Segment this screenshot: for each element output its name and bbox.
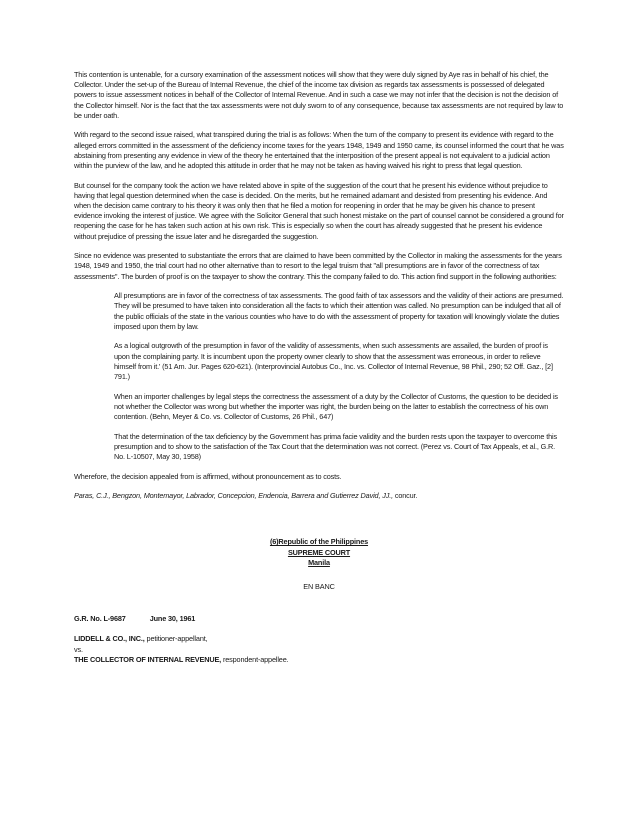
paragraph-counsel-action: But counsel for the company took the action we have related above in spite of the suggestion of the court that he present his evidence without prejudice to having that legal question determined when the case is decided. On the merits, but he remained adamant and desisted from presenting his evidence. And when the decision came contrary to his theory it was only then that he filed a motion for reopening in order that he may be given his chance to present evidence invoking the interest of justice. We agree with the Solicitor General that such honest mistake on the part of counsel cannot be considered a ground for reopening the case for he has taken such action at his own risk. This is especially so when the court has already suggested that he present his evidence without prejudice of pressing the issue later and he disregarded the suggestion. <box>74 180 564 241</box>
concurrence-line <box>74 491 564 501</box>
respondent-role: respondent-appellee. <box>221 654 289 664</box>
concur-word: concur. <box>392 491 418 501</box>
concurring-justices: Paras, C.J., Bengzon, Montemayor, Labrador, Concepcion, Endencia, Barrera and Gutierrez David, JJ., <box>74 491 393 501</box>
petitioner-name: LIDDELL & CO., INC., <box>74 634 145 644</box>
division-label: EN BANC <box>303 582 335 592</box>
decision-body <box>74 70 564 665</box>
quote-presumption: All presumptions are in favor of the correctness of tax assessments. The good faith of tax assessors and the validity of their actions are presumed. They will be presumed to have taken into consideration all the facts to which their attention was called. No presumption can be indulged that all of the public officials of the state in the various counties who have to do with the assessment of property for taxation will knowingly violate the duties imposed upon them by law. <box>114 291 564 331</box>
petitioner-line <box>74 634 564 644</box>
paragraph-signature-issue: This contention is untenable, for a cursory examination of the assessment notices will show that they were duly signed by Aye ras in behalf of his chief, the Collector. Under the set-up of the Bureau of Internal Revenue, the chief of the income tax division as regards tax assessments is possessed of delegated powers to issue assessment notices in behalf of the Collector of Internal Revenue. And in such a case we may not infer that the decision is not the decision of the Collector himself. Nor is the fact that the tax assessments were not duly sworn to of any consequence, because tax assessments are not required by law to be under oath. <box>74 70 564 120</box>
caption-republic: (6)Republic of the Philippines <box>269 537 369 547</box>
paragraph-disposition: Wherefore, the decision appealed from is affirmed, without pronouncement as to costs. <box>74 471 342 481</box>
quote-burden-of-proof: As a logical outgrowth of the presumption in favor of the validity of assessments, when such assessments are assailed, the burden of proof is upon the complaining party. It is incumbent upon the property owner clearly to show that the assessment was erroneous, in order to relieve himself from it.' (51 Am. Jur. Pages 620-621). (Interprovincial Autobus Co., Inc. vs. Collector of Internal Revenue, 98 Phil., 290; 52 Off. Gaz., [2] 791.) <box>114 341 553 382</box>
case-number: G.R. No. L-9687 <box>74 614 126 624</box>
versus-line: vs. <box>74 644 83 654</box>
caption-city: Manila <box>308 557 330 567</box>
case-number-line <box>74 614 564 624</box>
caption-court: SUPREME COURT <box>287 547 351 557</box>
petitioner-role: petitioner-appellant, <box>144 634 208 644</box>
quote-tax-deficiency: That the determination of the tax deficiency by the Government has prima facie validity and the burden rests upon the taxpayer to overcome this presumption and to show to the satisfaction of the Tax Court that the determination was not correct. (Perez vs. Court of Tax Appeals, et al., G.R. No. L-10507, May 30, 1958) <box>114 431 557 462</box>
case-parties <box>74 634 564 665</box>
paragraph-no-evidence: Since no evidence was presented to substantiate the errors that are claimed to have been committed by the Collector in making the assessments for the years 1948, 1949 and 1950, the trial court had no other alternative than to resort to the legal truism that "all presumptions are in favor of the correctness of tax assessments". The burden of proof is on the taxpayer to show the contrary. This the company failed to do. This action find support in the following authorities: <box>74 251 562 281</box>
respondent-name: THE COLLECTOR OF INTERNAL REVENUE, <box>74 654 222 664</box>
court-caption <box>74 537 564 568</box>
respondent-line <box>74 655 564 665</box>
quote-importer: When an importer challenges by legal steps the correctness the assessment of a duty by the Collector of Customs, the question to be decided is not whether the Collector was wrong but whether the importer was right, the burden being on the latter to establish the correctness of his own contention. (Behn, Meyer & Co. vs. Collector of Customs, 26 Phil., 647) <box>114 391 558 422</box>
case-date: June 30, 1961 <box>149 614 196 624</box>
paragraph-second-issue: With regard to the second issue raised, what transpired during the trial is as follows: When the turn of the company to present its evidence with regard to the alleged errors committed in the assessment of the deficiency income taxes for the years 1948, 1949 and 1950 came, its counsel informed the court that he was abstaining from presenting any evidence in view of the theory he entertained that the interposition of the present appeal is not equivalent to a judicial action within the purview of the law, and he adopted this attitude in order that he may not be taken as having waived his right to press that legal question. <box>74 130 564 171</box>
